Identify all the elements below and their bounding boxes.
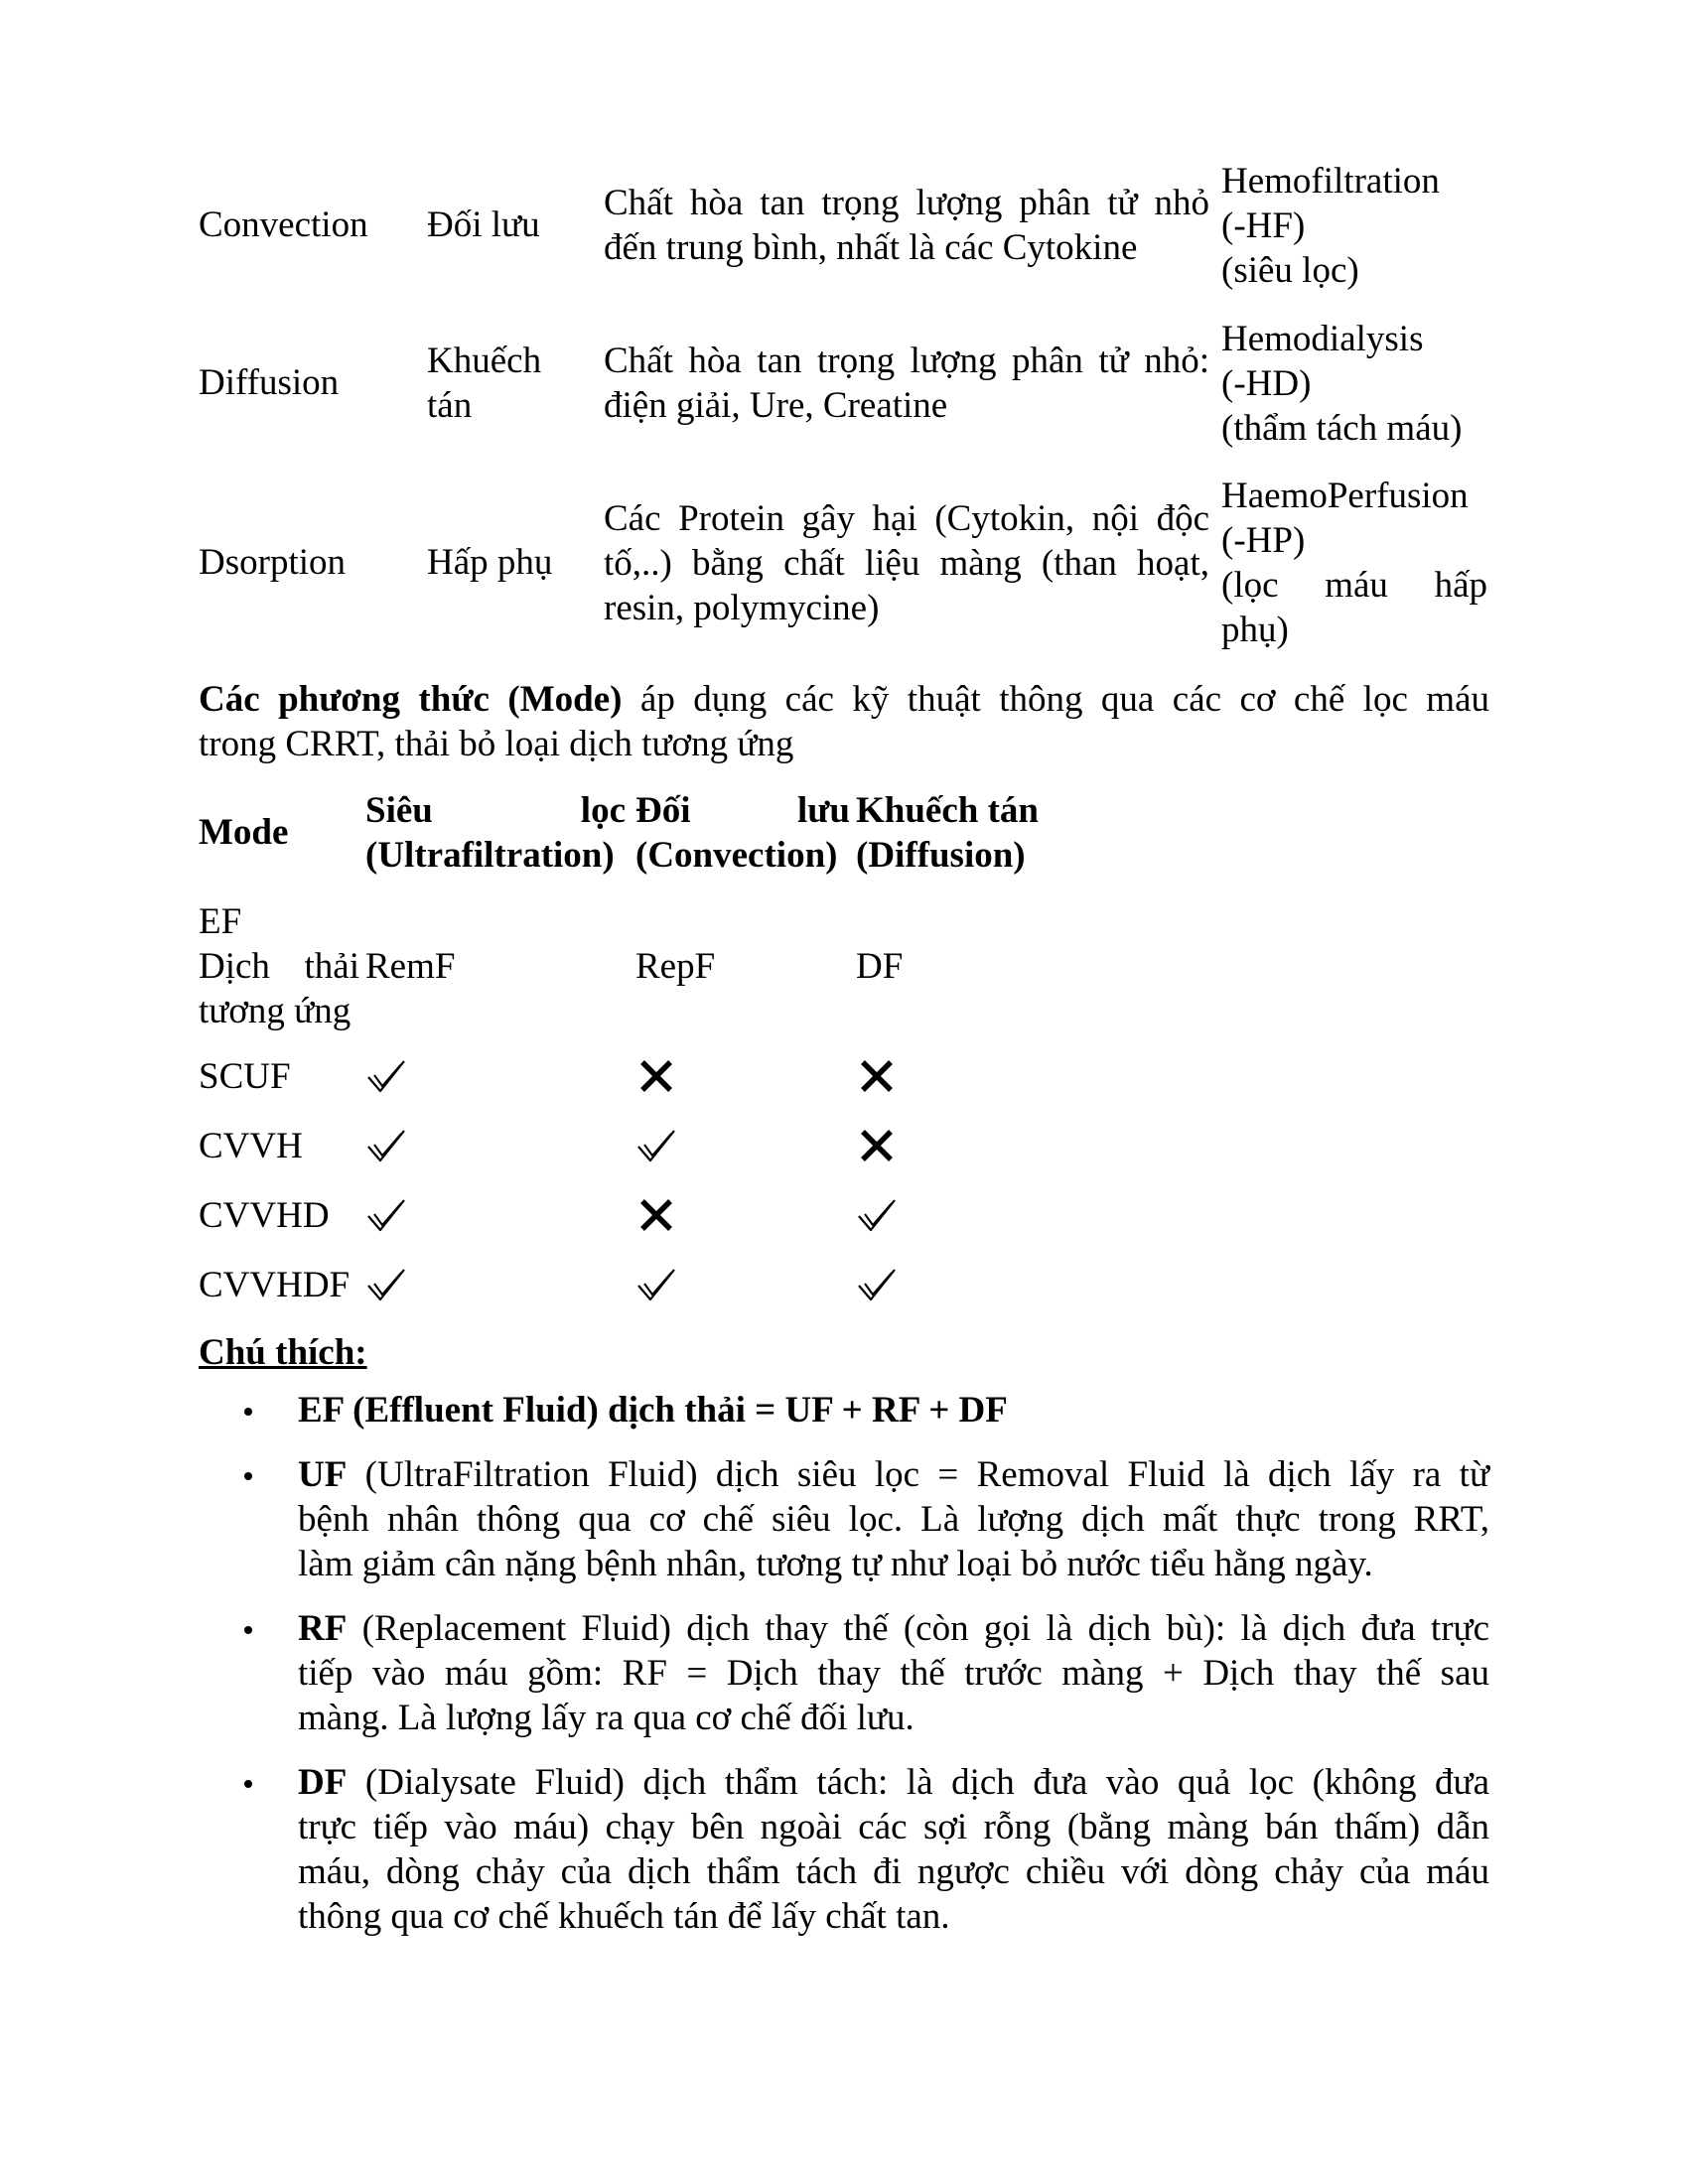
cross-icon: [633, 1192, 679, 1238]
bullet-dot: [244, 1626, 252, 1634]
df-label: DF: [856, 946, 904, 987]
cross-icon: [633, 1053, 679, 1099]
repf-label: RepF: [635, 946, 716, 987]
mode-name: CVVHDF: [199, 1265, 351, 1305]
mechanism-technique: Hemofiltration (-HF) (siêu lọc): [1221, 161, 1440, 291]
mode-name: CVVHD: [199, 1195, 330, 1236]
checkmark-icon: [363, 1053, 409, 1099]
checkmark-icon: [633, 1123, 679, 1168]
mechanism-description: Các Protein gây hại (Cytokin, nội độc tố,..) bằng chất liệu màng (than hoạt, resin, polymycine): [604, 498, 1209, 628]
legend-list: [199, 1388, 1489, 1939]
checkmark-icon: [363, 1192, 409, 1238]
diffusion-header: Khuếch tán (Diffusion): [856, 790, 1040, 876]
legend-item-rf: RF (Replacement Fluid) dịch thay thế (còn gọi là dịch bù): là dịch đưa trực tiếp vào máu gồm: RF = Dịch thay thế trước màng + Dịch thay thế sau màng. Là lượng lấy ra qua cơ chế đối lưu.: [199, 1606, 1489, 1740]
modes-intro-bold: Các phương thức (Mode): [199, 679, 623, 720]
convection-header: Đối lưu (Convection): [635, 790, 850, 876]
legend-title: Chú thích:: [199, 1332, 367, 1373]
mechanism-technique: HaemoPerfusion (-HP) (lọc máu hấp phụ): [1221, 476, 1487, 650]
fluid-row-label: EF Dịch thải tương ứng: [199, 901, 359, 1031]
mechanism-term: Convection: [199, 205, 368, 245]
ultrafiltration-header: Siêu lọc (Ultrafiltration): [365, 790, 626, 876]
checkmark-icon: [363, 1123, 409, 1168]
mechanism-technique: Hemodialysis (-HD) (thẩm tách máu): [1221, 319, 1463, 449]
mechanism-term: Diffusion: [199, 362, 340, 403]
mechanism-description: Chất hòa tan trọng lượng phân tử nhỏ đến trung bình, nhất là các Cytokine: [604, 183, 1209, 268]
mechanism-vn: Khuếch tán: [427, 341, 542, 426]
mode-name: CVVH: [199, 1126, 303, 1166]
cross-icon: [854, 1123, 900, 1168]
mechanism-term: Dsorption: [199, 542, 346, 583]
legend-item-uf: UF (UltraFiltration Fluid) dịch siêu lọc = Removal Fluid là dịch lấy ra từ bệnh nhân thông qua cơ chế siêu lọc. Là lượng dịch mất thực trong RRT, làm giảm cân nặng bệnh nhân, tương tự như loại bỏ nước tiểu hằng ngày.: [199, 1452, 1489, 1586]
bullet-dot: [244, 1472, 252, 1480]
checkmark-icon: [633, 1262, 679, 1307]
checkmark-icon: [854, 1262, 900, 1307]
mechanism-vn: Hấp phụ: [427, 542, 553, 583]
checkmark-icon: [363, 1262, 409, 1307]
mode-header: Mode: [199, 812, 289, 853]
checkmark-icon: [854, 1192, 900, 1238]
bullet-dot: [244, 1780, 252, 1788]
legend-item-df: DF (Dialysate Fluid) dịch thẩm tách: là dịch đưa vào quả lọc (không đưa trực tiếp vào máu) chạy bên ngoài các sợi rỗng (bằng màng bán thấm) dẫn máu, dòng chảy của dịch thẩm tách đi ngược chiều với dòng chảy của máu thông qua cơ chế khuếch tán để lấy chất tan.: [199, 1760, 1489, 1939]
remf-label: RemF: [365, 946, 456, 987]
mechanism-vn: Đối lưu: [427, 205, 540, 245]
cross-icon: [854, 1053, 900, 1099]
bullet-dot: [244, 1408, 252, 1416]
mechanism-description: Chất hòa tan trọng lượng phân tử nhỏ: điện giải, Ure, Creatine: [604, 341, 1209, 426]
mode-name: SCUF: [199, 1056, 291, 1097]
legend-item-ef: EF (Effluent Fluid) dịch thải = UF + RF + DF: [199, 1388, 1489, 1433]
modes-intro-paragraph: Các phương thức (Mode) áp dụng các kỹ thuật thông qua các cơ chế lọc máu trong CRRT, thải bỏ loại dịch tương ứng: [199, 679, 1490, 764]
